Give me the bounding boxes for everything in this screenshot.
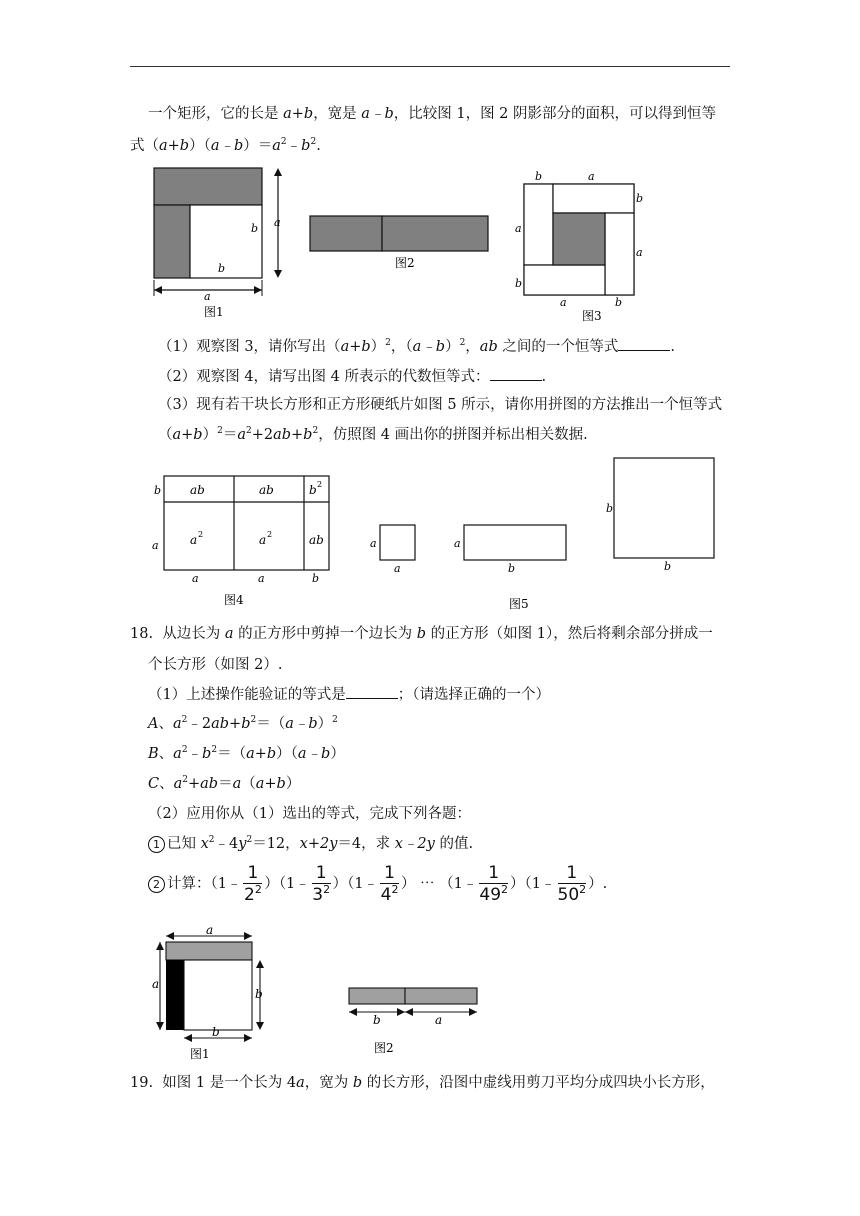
q18-sub1: 1 已知 $x^2﹣4y^2=12$，x+2y＝4，求 x﹣2y 的值. xyxy=(148,834,473,854)
fig3-label-b-right: b xyxy=(636,192,644,205)
fig4-cell-a2-1-exp: 2 xyxy=(198,530,204,539)
q17-part2-answer-blank[interactable] xyxy=(490,366,542,381)
fig4-cell-ab-2: ab xyxy=(259,483,274,497)
q19-line1: 19. 如图 1 是一个长为 4a，宽为 b 的长方形，沿图中虚线用剪刀平均分成四块小长方形， xyxy=(130,1075,715,1091)
fig3-label-b-top: b xyxy=(535,170,543,183)
intro-line-2: 式$(a+b)(a﹣b)=a^2﹣b^2$. xyxy=(130,137,321,154)
q18-fig1-label-b-right: b xyxy=(255,987,263,1001)
fig4-cell-b2: b xyxy=(309,483,317,497)
figures-mid xyxy=(140,452,730,618)
q17-part1: （1）观察图 3，请你写出$(a+b)^2$，（a﹣b）$^2$，ab 之间的一个恒等式 . xyxy=(158,338,675,355)
fig4-label-b-left: b xyxy=(154,484,162,497)
fig5-square-a-side: a xyxy=(370,537,377,550)
fig4-cell-ab-1: ab xyxy=(190,483,205,497)
fraction-1-over-49-squared: $\frac{1}{49^2}$ xyxy=(479,862,509,905)
fig4-diagram xyxy=(152,476,329,607)
q18-line1: 18. 从边长为 a 的正方形中剪掉一个边长为 b 的正方形（如图 1），然后将剩余部分拼成一 xyxy=(130,626,713,642)
q18-sub2: 2 计算：（1﹣ $\frac{1}{2^2}$ ）（1﹣ $\frac{1}{3^2}$ ）（1﹣ $\frac{1}{4^2}$ ） ⋯ （1﹣ $\frac{1}{49^2}$ ）（1﹣ $\frac{1}{50^2}$ ）. xyxy=(148,862,607,906)
fig1-label-a-side: a xyxy=(274,216,281,229)
q18-option-b: B、$a^2﹣b^2=(a+b)(a﹣b)$ xyxy=(148,745,345,762)
fig5-rect-b-bottom: b xyxy=(508,562,516,575)
fig3-diagram xyxy=(515,170,643,323)
header-rule xyxy=(130,66,730,67)
fraction-1-over-50-squared: $\frac{1}{50^2}$ xyxy=(557,862,587,905)
fig2-diagram xyxy=(310,216,488,270)
fig3-label-a-right: a xyxy=(636,246,643,259)
fig4-cell-a2-2-exp: 2 xyxy=(267,530,273,539)
q17-part3-line2: $(a+b)^2=a^2+2ab+b^2$，仿照图 4 画出你的拼图并标出相关数据. xyxy=(158,426,588,443)
circled-number-1: 1 xyxy=(148,836,165,853)
figures-top xyxy=(140,160,660,330)
fig4-label-a-bottom-1: a xyxy=(192,572,199,585)
q18-line2: 个长方形（如图 2）. xyxy=(148,657,283,673)
fig1-label-a-bottom: a xyxy=(204,290,211,303)
fig5-square-a-bottom: a xyxy=(394,562,401,575)
circled-number-2: 2 xyxy=(148,876,165,893)
fig4-label-a-left: a xyxy=(152,539,159,552)
q18-part1: （1）上述操作能验证的等式是 ；（请选择正确的一个） xyxy=(148,684,550,705)
q18-fig1-diagram xyxy=(152,923,264,1061)
fig2-caption: 图2 xyxy=(395,256,415,270)
fig3-label-a-left: a xyxy=(515,222,522,235)
fraction-1-over-3-squared: $\frac{1}{3^2}$ xyxy=(312,862,331,905)
q18-fig2-label-b: b xyxy=(373,1013,381,1027)
fig5-caption: 图5 xyxy=(509,597,529,611)
fig1-label-b-bottom: b xyxy=(218,262,226,275)
fig3-caption: 图3 xyxy=(582,309,602,323)
fig4-cell-a2-2: a xyxy=(259,533,267,547)
fig4-cell-ab-3: ab xyxy=(309,533,324,547)
fraction-1-over-4-squared: $\frac{1}{4^2}$ xyxy=(380,862,399,905)
fig5-diagram xyxy=(370,458,714,611)
q17-part1-answer-blank[interactable] xyxy=(618,336,670,351)
fig4-label-b-bottom: b xyxy=(312,572,320,585)
fig3-label-b-left: b xyxy=(515,277,523,290)
fig4-cell-a2-1: a xyxy=(190,533,198,547)
figures-bottom xyxy=(140,922,500,1064)
q17-part2: （2）观察图 4，请写出图 4 所表示的代数恒等式： . xyxy=(158,366,546,387)
fig1-caption: 图1 xyxy=(204,305,224,319)
fraction-1-over-2-squared: $\frac{1}{2^2}$ xyxy=(243,862,262,905)
q18-fig2-diagram xyxy=(349,988,477,1055)
q18-fig1-label-a-top: a xyxy=(206,923,214,937)
q18-option-a: A、$a^2﹣2ab+b^2=(a﹣b)^2$ xyxy=(148,715,338,732)
fig5-big-b-bottom: b xyxy=(664,560,672,573)
fig4-label-a-bottom-2: a xyxy=(258,572,265,585)
fig5-rect-a-side: a xyxy=(454,537,461,550)
q18-part2: （2）应用你从（1）选出的等式，完成下列各题： xyxy=(148,806,471,822)
fig5-big-b-side: b xyxy=(606,502,614,515)
q18-fig1-label-a-left: a xyxy=(152,977,160,991)
q18-part1-answer-blank[interactable] xyxy=(346,684,398,699)
intro-line-1: 一个矩形，它的长是 a+b，宽是 a﹣b，比较图 1，图 2 阴影部分的面积，可以得到恒等 xyxy=(148,106,717,122)
fig4-caption: 图4 xyxy=(224,593,244,607)
q18-fig2-label-a: a xyxy=(435,1013,443,1027)
q17-part3-line1: （3）现有若干块长方形和正方形硬纸片如图 5 所示，请你用拼图的方法推出一个恒等式 xyxy=(158,397,723,413)
fig3-label-a-top: a xyxy=(588,170,595,183)
q18-fig1-label-b-bottom: b xyxy=(212,1025,220,1039)
q18-option-c: C、$a^2+ab=a(a+b)$ xyxy=(148,775,301,792)
q18-fig2-caption: 图2 xyxy=(374,1041,394,1055)
fig3-label-b-bottom: b xyxy=(615,296,623,309)
fig4-cell-b2-exp: 2 xyxy=(317,480,323,489)
fig3-label-a-bottom: a xyxy=(560,296,567,309)
fig1-diagram xyxy=(154,168,282,319)
fig1-label-b-side: b xyxy=(251,222,259,235)
q18-fig1-caption: 图1 xyxy=(190,1047,210,1061)
